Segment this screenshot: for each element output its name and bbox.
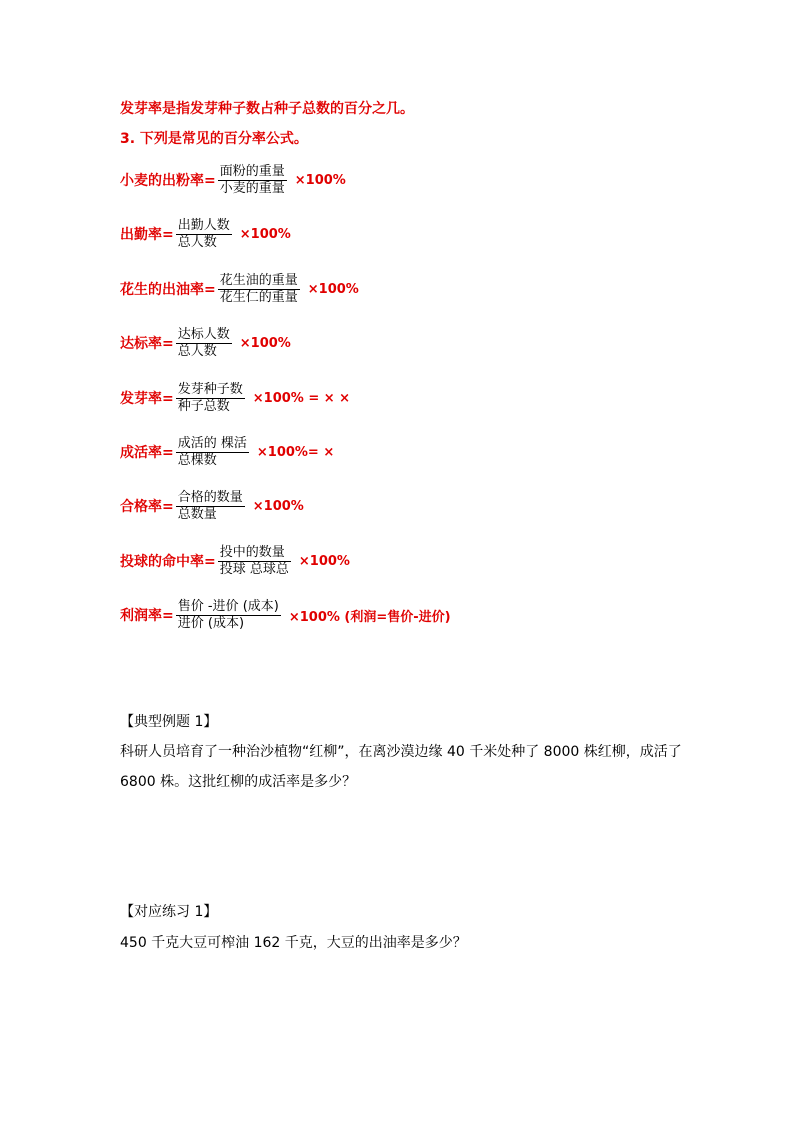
formula-tail: ×100% xyxy=(294,172,346,188)
denominator: 种子总数 xyxy=(177,398,230,414)
formula-tail: ×100% xyxy=(239,226,291,242)
formula-germination-rate xyxy=(120,381,350,415)
formula-survival-rate xyxy=(120,435,334,469)
fraction xyxy=(218,545,291,578)
denominator: 花生仁的重量 xyxy=(219,289,298,305)
formula-label: 投球的命中率= xyxy=(120,554,216,570)
example-text: 科研人员培育了一种治沙植物“红柳”，在离沙漠边缘 40 千米处种了 8000 株红柳，成活了 6800 株。这批红柳的成活率是多少？ xyxy=(120,744,682,790)
formula-label: 出勤率= xyxy=(120,227,174,243)
formula-attendance-rate xyxy=(120,217,291,251)
denominator: 总人数 xyxy=(177,343,217,359)
numerator: 发芽种子数 xyxy=(177,381,243,397)
formula-label: 花生的出油率= xyxy=(120,282,216,298)
numerator: 合格的数量 xyxy=(177,489,243,505)
formula-label: 利润率= xyxy=(120,608,174,624)
fraction xyxy=(218,273,300,306)
formula-tail: ×100% = × × xyxy=(252,390,351,406)
numerator: 达标人数 xyxy=(177,326,230,342)
formula-oil-rate xyxy=(120,272,359,306)
formula-label: 合格率= xyxy=(120,499,174,515)
fraction xyxy=(218,164,287,197)
section-heading: 3. 下列是常见的百分率公式。 xyxy=(120,131,308,147)
formula-label: 达标率= xyxy=(120,336,174,352)
denominator: 总人数 xyxy=(177,234,217,250)
formula-tail: ×100% xyxy=(239,335,291,351)
denominator: 进价 (成本) xyxy=(177,615,245,631)
practice-text: 450 千克大豆可榨油 162 千克，大豆的出油率是多少？ xyxy=(120,935,467,951)
formula-tail: ×100% xyxy=(252,498,304,514)
intro-line: 发芽率是指发芽种子数占种子总数的百分之几。 xyxy=(120,101,414,117)
formula-hit-rate xyxy=(120,544,350,578)
numerator: 售价 -进价 (成本) xyxy=(177,598,279,614)
numerator: 投中的数量 xyxy=(219,544,285,560)
fraction xyxy=(176,436,249,469)
formula-tail: ×100% xyxy=(307,281,359,297)
fraction xyxy=(176,218,232,251)
denominator: 小麦的重量 xyxy=(219,180,285,196)
numerator: 成活的 棵活 xyxy=(177,435,247,451)
fraction xyxy=(176,599,281,632)
denominator: 总棵数 xyxy=(177,452,217,468)
formula-standard-rate xyxy=(120,326,291,360)
formula-label: 发芽率= xyxy=(120,391,174,407)
formula-pass-rate xyxy=(120,489,304,523)
denominator: 总数量 xyxy=(177,506,217,522)
fraction xyxy=(176,382,245,415)
formula-label: 小麦的出粉率= xyxy=(120,173,216,189)
numerator: 出勤人数 xyxy=(177,217,230,233)
fraction xyxy=(176,490,245,523)
formula-tail: ×100% (利润=售价-进价) xyxy=(288,609,451,625)
practice-heading: 【对应练习 1】 xyxy=(120,904,218,920)
example-heading: 【典型例题 1】 xyxy=(120,714,218,730)
formula-tail: ×100% xyxy=(298,553,350,569)
formula-flour-rate xyxy=(120,163,346,197)
formula-label: 成活率= xyxy=(120,445,174,461)
numerator: 花生油的重量 xyxy=(219,272,298,288)
formula-tail: ×100%= × xyxy=(256,444,335,460)
fraction xyxy=(176,327,232,360)
formula-profit-rate xyxy=(120,598,451,632)
denominator: 投球 总球总 xyxy=(219,561,289,577)
numerator: 面粉的重量 xyxy=(219,163,285,179)
